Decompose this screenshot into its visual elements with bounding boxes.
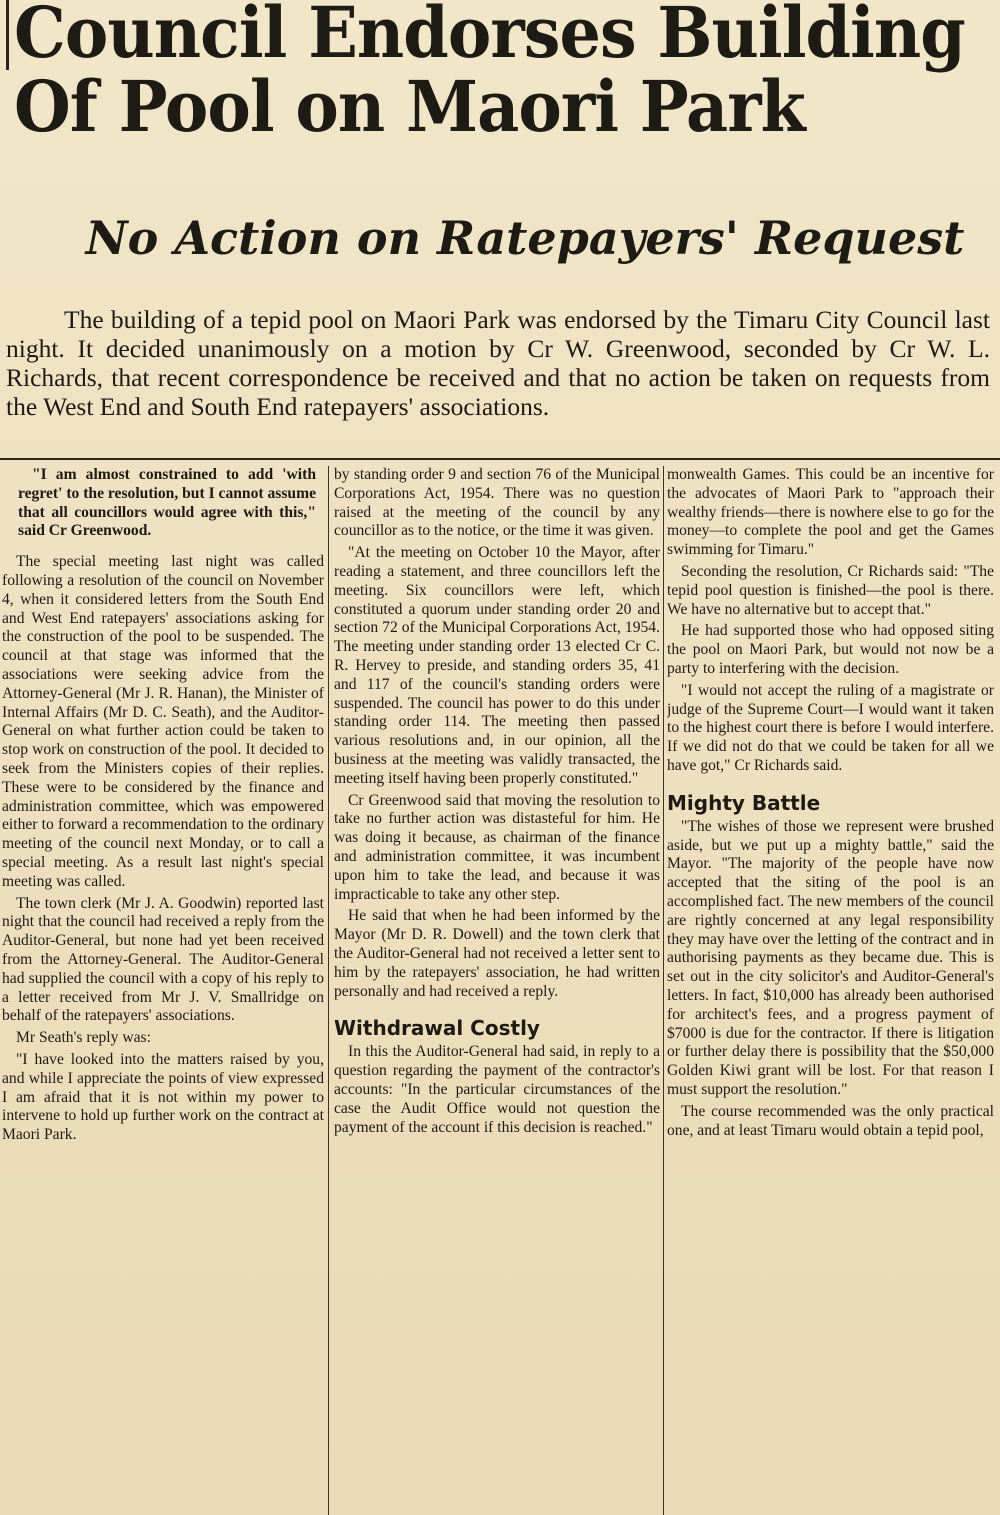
headline-line-1: Council Endorses Building [14,0,965,74]
headline-line-2: Of Pool on Maori Park [14,65,805,148]
paragraph: He had supported those who had opposed siting the pool on Maori Park, but would not now be a party to interfering with the decision. [667,622,994,677]
continued-paragraph: monwealth Games. This could be an incentive for the advocates of Maori Park to "approach their wealthy friends—there is nowhere else to go for the money—to complete the pool and get the Games swimming for Timaru." [667,466,994,559]
paragraph: "At the meeting on October 10 the Mayor, after reading a statement, and three councillors left the meeting. Six councillors were left, which constituted a quorum under standing order 20 and section 72 of the Municipal Corporations Act, 1954. The meeting under standing order 13 elected Cr C. R. Hervey to preside, and standing orders 35, 41 and 117 of the council's standing orders were suspended. The council has power to do this under standing order 114. The meeting then passed various resolutions and, in our opinion, all the business at the meeting was validly transacted, the meeting itself having been properly constituted." [334,544,660,787]
subtitle-mighty-battle: Mighty Battle [667,790,821,815]
subheadline: No Action on Ratepayers' Request [85,211,965,265]
pull-quote-text: "I am almost constrained to add 'with regret' to the resolution, but I cannot assume that all councillors would agree with this," said Cr Greenwood. [18,466,317,540]
column-divider-2 [663,466,664,1515]
paragraph: He said that when he had been informed by the Mayor (Mr D. R. Dowell) and the town clerk that the Auditor-General had not received a letter sent to him by the ratepayers' association, he had written personally and had received a reply. [334,907,660,1000]
column-2 [334,466,660,1515]
paragraph: The special meeting last night was called following a resolution of the council on November 4, when it considered letters from the South End and West End ratepayers' associations asking for the construction of the pool to be suspended. The council at that stage was informed that the associations were seeking advice from the Attorney-General (Mr J. R. Hanan), the Minister of Internal Affairs (Mr D. C. Seath), and the Auditor-General on what further action could be taken to stop work on construction of the pool. It decided to seek from the Ministers copies of their replies. These were to be considered by the finance and administration committee, which was empowered either to forward a recommendation to the ordinary meeting of the council next Monday, or to call a special meeting. As a result last night's special meeting was called. [2,553,324,890]
column-1 [2,466,324,1515]
continued-paragraph: by standing order 9 and section 76 of the Municipal Corporations Act, 1954. There was no question raised at the meeting of the council by any councillor as to the notice, or the time it was given. [334,466,660,540]
paragraph: The course recommended was the only practical one, and at least Timaru would obtain a tepid pool, [667,1102,994,1139]
paragraph: In this the Auditor-General had said, in reply to a question regarding the payment of the contractor's accounts: "In the particular circumstances of the case the Audit Office would not question the payment of the account if this decision is reached." [334,1043,660,1136]
subtitle-withdrawal-costly: Withdrawal Costly [334,1016,540,1041]
pull-quote [2,466,324,541]
paragraph: Seconding the resolution, Cr Richards said: "The tepid pool question is finished—the pool is there. We have no alternative but to accept that." [667,562,994,618]
paragraph: "The wishes of those we represent were brushed aside, but we put up a mighty battle," said the Mayor. "The majority of the people have now accepted that the siting of the pool is an accomplished fact. The new members of the council are rightly concerned at any legal responsibility they may have over the letting of the contract and in authorising payments as they became due. This is set out in the city solicitor's and Auditor-General's letters. In fact, $10,000 has already been authorised for architect's fees, and a progress payment of $7000 is due for the contractor. If there is litigation or further delay there is possibility that the $50,000 Golden Kiwi grant will be lost. For that reason I must support the resolution." [667,817,994,1098]
paragraph: Mr Seath's reply was: [16,1029,151,1047]
column-divider-1 [328,466,329,1515]
paragraph: "I have looked into the matters raised by you, and while I appreciate the points of view expressed I am afraid that it is not within my power to intervene to hold up further work on the contract at Maori Park. [2,1050,324,1144]
lead-paragraph: The building of a tepid pool on Maori Park was endorsed by the Timaru City Council last night. It decided unanimously on a motion by Cr W. Greenwood, seconded by Cr W. L. Richards, that recent correspondence be received and that no action be taken on requests from the West End and South End ratepayers' associations. [6,305,990,421]
paragraph: The town clerk (Mr J. A. Goodwin) reported last night that the council had received a reply from the Auditor-General, but none had yet been received from the Attorney-General. The Auditor-General had supplied the council with a copy of his reply to a letter received from Mr J. V. Smallridge on behalf of the ratepayers' associations. [2,894,324,1025]
section-divider [0,458,1000,460]
column-3 [667,466,994,1515]
paragraph: Cr Greenwood said that moving the resolution to take no further action was distasteful for him. He was doing it because, as chairman of the finance and administration committee, it was incumbent upon him to take the lead, and because it was impracticable to take any other step. [334,791,660,903]
paragraph: "I would not accept the ruling of a magistrate or judge of the Supreme Court—I would want it taken to the highest court there is before I would interfere. If we did not do that we could be taken for all we have got," Cr Richards said. [667,681,994,774]
left-column-rule [6,0,9,70]
headline [14,0,965,148]
